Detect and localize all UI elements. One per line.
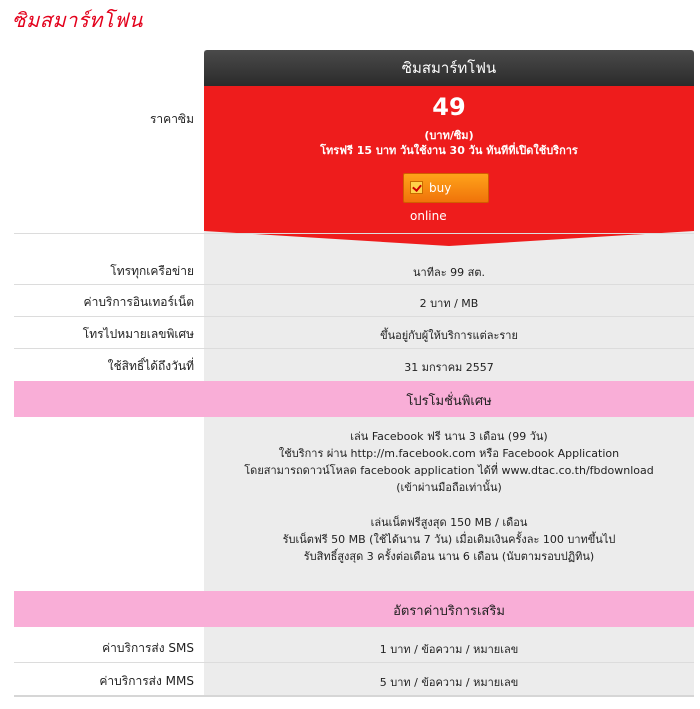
price-promo-text: โทรฟรี 15 บาท วันใช้งาน 30 วัน ทันทีที่เปิดใช้บริการ	[320, 144, 578, 157]
promo-line: โดยสามารถดาวน์โหลด facebook application ได้ที่ www.dtac.co.th/fbdownload	[244, 464, 654, 477]
row-divider	[14, 348, 694, 349]
promo-line: เล่น Facebook ฟรี นาน 3 เดือน (99 วัน)	[350, 430, 548, 443]
price-label: ราคาซิม	[149, 112, 194, 126]
page-title: ซิมสมาร์ทโฟน	[12, 8, 143, 32]
row-label-valid-until: ใช้สิทธิ์ได้ถึงวันที่	[107, 359, 194, 373]
row-label-internet: ค่าบริการอินเทอร์เน็ต	[83, 295, 194, 309]
plan-table	[14, 50, 694, 695]
table-bottom-border	[14, 695, 694, 697]
buy-online-label: buy online	[410, 181, 452, 223]
shopping-bag-icon	[410, 181, 423, 194]
row-value-valid-until: 31 มกราคม 2557	[404, 361, 494, 374]
promo-line: รับเน็ตฟรี 50 MB (ใช้ได้นาน 7 วัน) เมื่อเติมเงินครั้งละ 100 บาทขึ้นไป	[282, 533, 616, 546]
row-value-all-networks: นาทีละ 99 สต.	[413, 266, 485, 279]
promo-line: เล่นเน็ตฟรีสูงสุด 150 MB / เดือน	[370, 516, 528, 529]
promo-line: รับสิทธิ์สูงสุด 3 ครั้งต่อเดือน นาน 6 เดือน (นับตามรอบปฏิทิน)	[303, 550, 595, 563]
row-value-internet: 2 บาท / MB	[419, 297, 479, 310]
buy-online-button[interactable]	[403, 173, 489, 223]
row-label-mms: ค่าบริการส่ง MMS	[99, 674, 194, 688]
row-label-sms: ค่าบริการส่ง SMS	[102, 641, 194, 655]
price-unit: (บาท/ซิม)	[424, 129, 474, 142]
row-value-mms: 5 บาท / ข้อความ / หมายเลข	[379, 676, 519, 689]
row-divider	[14, 233, 694, 234]
row-divider	[14, 316, 694, 317]
extra-rates-heading-bar	[14, 591, 694, 627]
row-value-sms: 1 บาท / ข้อความ / หมายเลข	[379, 643, 519, 656]
special-promo-heading-bar	[14, 381, 694, 417]
row-label-all-networks: โทรทุกเครือข่าย	[110, 264, 194, 278]
price-panel	[204, 86, 694, 231]
promo-line: (เข้าผ่านมือถือเท่านั้น)	[396, 481, 502, 494]
extra-rates-heading: อัตราค่าบริการเสริม	[393, 604, 505, 619]
row-label-special-numbers: โทรไปหมายเลขพิเศษ	[82, 327, 194, 341]
row-value-special-numbers: ขึ้นอยู่กับผู้ให้บริการแต่ละราย	[380, 329, 518, 342]
plan-header: ซิมสมาร์ทโฟน	[204, 50, 694, 86]
promo-line: ใช้บริการ ผ่าน http://m.facebook.com หรือ Facebook Application	[278, 447, 620, 460]
row-divider	[14, 284, 694, 285]
special-promo-heading: โปรโมชั่นพิเศษ	[406, 394, 492, 409]
price-value: 49	[432, 93, 466, 121]
row-divider	[14, 662, 694, 663]
